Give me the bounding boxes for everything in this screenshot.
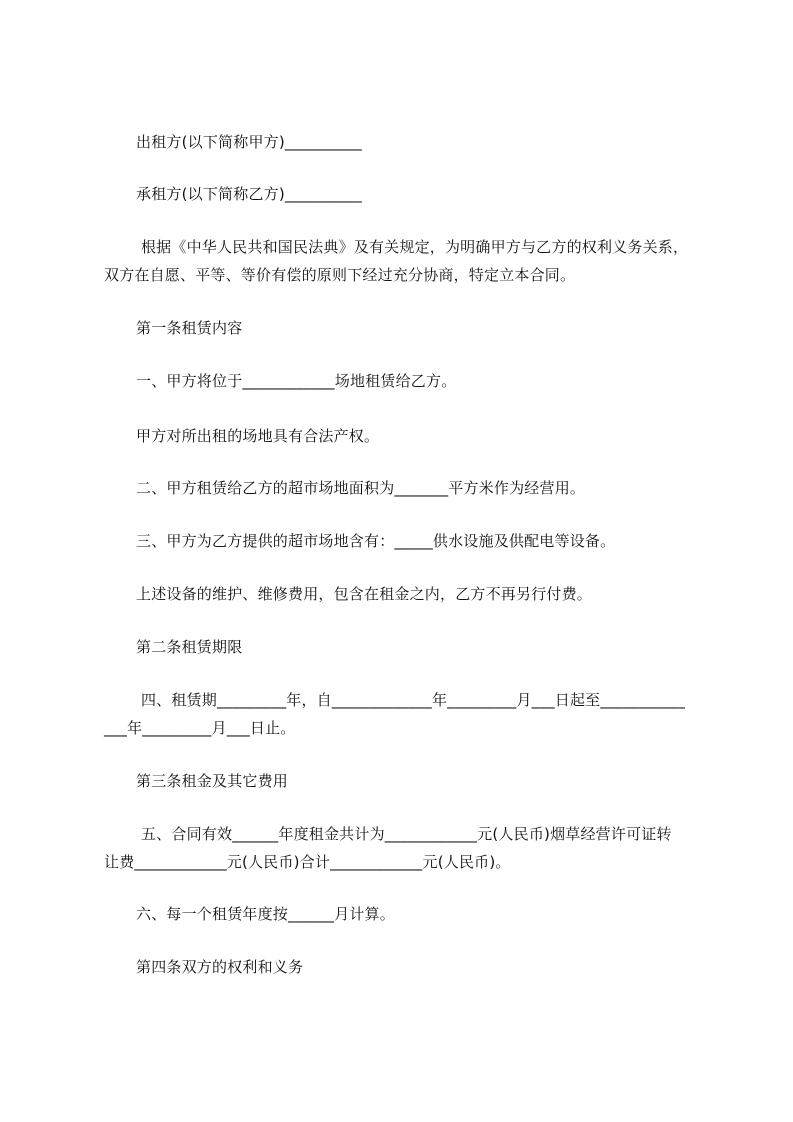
clause-3-note: 上述设备的维护、维修费用，包含在租金之内，乙方不再另行付费。 [136, 585, 593, 603]
clause-2: 二、甲方租赁给乙方的超市场地面积为_______平方米作为经营用。 [136, 479, 586, 497]
clause-4-line-2: ___年_________月___日止。 [104, 719, 296, 737]
clause-6: 六、每一个租赁年度按______月计算。 [136, 905, 396, 923]
article-4-title: 第四条双方的权利和义务 [136, 958, 304, 976]
lessee-line: 承租方(以下简称乙方)__________ [136, 185, 362, 203]
clause-1-note: 甲方对所出租的场地具有合法产权。 [136, 427, 380, 445]
preamble-line-2: 双方在自愿、平等、等价有偿的原则下经过充分协商，特定立本合同。 [104, 266, 576, 284]
article-1-title: 第一条租赁内容 [136, 319, 243, 337]
clause-3: 三、甲方为乙方提供的超市场地含有：_____供水设施及供配电等设备。 [136, 532, 616, 550]
article-2-title: 第二条租赁期限 [136, 638, 243, 656]
clause-1: 一、甲方将位于____________场地租赁给乙方。 [136, 372, 457, 390]
clause-4-line-1: 四、租赁期_________年，自_____________年_________月___日起至___________ [136, 691, 686, 709]
clause-5-line-2: 让费____________元(人民币)合计____________元(人民币)。 [104, 853, 511, 871]
preamble-line-1: 根据《中华人民共和国民法典》及有关规定，为明确甲方与乙方的权利义务关系， [136, 238, 689, 256]
lessor-line: 出租方(以下简称甲方)__________ [136, 133, 362, 151]
clause-5-line-1: 五、合同有效______年度租金共计为____________元(人民币)烟草经营许可证转 [136, 825, 672, 843]
article-3-title: 第三条租金及其它费用 [136, 772, 289, 790]
